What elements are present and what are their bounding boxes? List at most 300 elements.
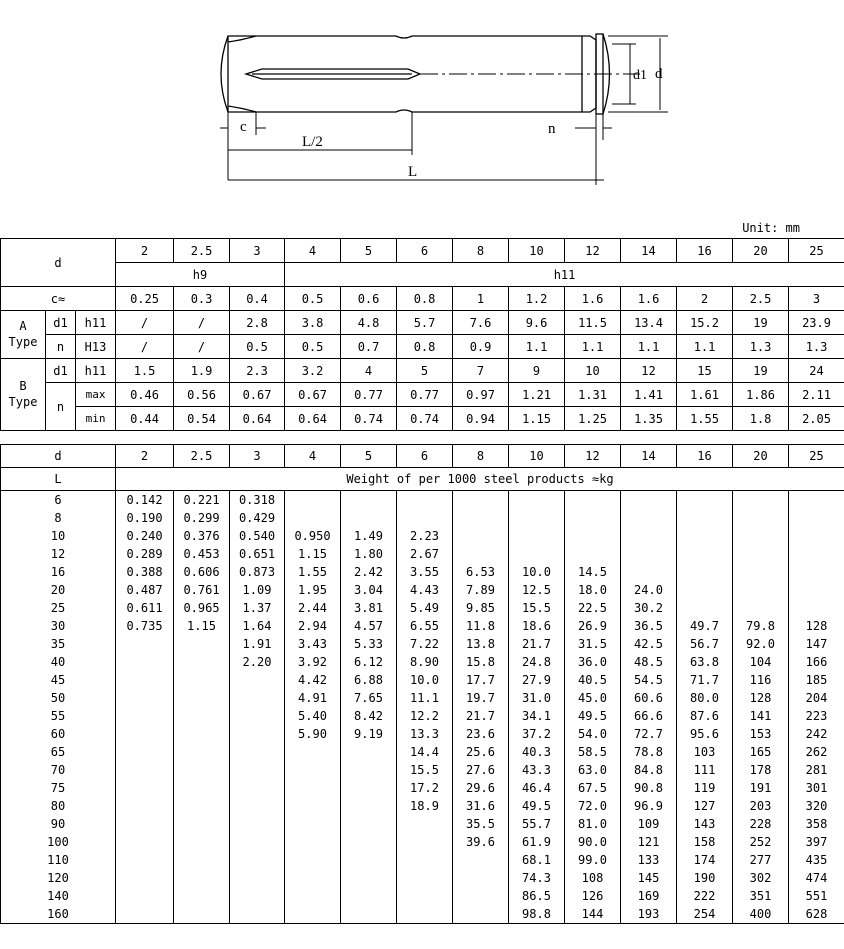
weight-cell: 54.5 xyxy=(621,671,677,689)
tolerance-h11: h11 xyxy=(285,263,844,287)
table-row xyxy=(1,635,844,653)
a-d1-value: 7.6 xyxy=(453,311,509,335)
weight-cell: 3.04 xyxy=(341,581,397,599)
weight-cell: 4.42 xyxy=(285,671,341,689)
table-row xyxy=(1,869,844,887)
d1-label: d1 xyxy=(46,359,76,383)
weight-cell: 40.5 xyxy=(565,671,621,689)
weight-cell: 320 xyxy=(789,797,844,815)
c-value: 0.8 xyxy=(397,287,453,311)
weight-cell xyxy=(509,545,565,563)
weight-cell: 79.8 xyxy=(733,617,789,635)
weight-cell: 143 xyxy=(677,815,733,833)
diameter-cell: 4 xyxy=(285,239,341,263)
weight-cell xyxy=(285,815,341,833)
weight-diameter: 12 xyxy=(565,445,621,468)
weight-cell: 63.8 xyxy=(677,653,733,671)
weight-cell: 277 xyxy=(733,851,789,869)
c-value: 0.5 xyxy=(285,287,341,311)
weight-cell: 61.9 xyxy=(509,833,565,851)
b-d1-value: 15 xyxy=(677,359,733,383)
c-value: 0.25 xyxy=(116,287,174,311)
type-b-letter: B xyxy=(19,378,27,393)
weight-cell xyxy=(174,905,230,924)
table-row xyxy=(1,779,844,797)
weight-cell: 0.240 xyxy=(116,527,174,545)
weight-cell: 1.49 xyxy=(341,527,397,545)
b-n-min-value: 1.55 xyxy=(677,407,733,431)
weight-cell xyxy=(285,491,341,510)
weight-cell: 99.0 xyxy=(565,851,621,869)
a-n-value: / xyxy=(174,335,230,359)
weight-cell: 121 xyxy=(621,833,677,851)
weight-cell: 153 xyxy=(733,725,789,743)
unit-label: Unit: mm xyxy=(742,221,800,235)
c-value: 3 xyxy=(789,287,844,311)
weight-cell: 0.761 xyxy=(174,581,230,599)
weight-cell: 22.5 xyxy=(565,599,621,617)
weight-cell: 166 xyxy=(789,653,844,671)
c-value: 1.6 xyxy=(565,287,621,311)
length-cell: 40 xyxy=(1,653,116,671)
b-d1-value: 24 xyxy=(789,359,844,383)
length-cell: 25 xyxy=(1,599,116,617)
b-n-min-value: 1.15 xyxy=(509,407,565,431)
weight-cell xyxy=(341,509,397,527)
weight-cell: 108 xyxy=(565,869,621,887)
b-n-max-value: 1.31 xyxy=(565,383,621,407)
weight-cell xyxy=(509,527,565,545)
weight-cell: 223 xyxy=(789,707,844,725)
weight-cell xyxy=(733,599,789,617)
weight-cell xyxy=(453,527,509,545)
weight-cell: 49.5 xyxy=(509,797,565,815)
weight-cell xyxy=(230,761,285,779)
weight-cell: 72.7 xyxy=(621,725,677,743)
length-cell: 6 xyxy=(1,491,116,510)
weight-cell: 2.94 xyxy=(285,617,341,635)
weight-cell: 147 xyxy=(789,635,844,653)
b-n-max-value: 0.77 xyxy=(341,383,397,407)
weight-cell xyxy=(285,887,341,905)
n-label: n xyxy=(46,383,76,431)
weight-cell xyxy=(789,491,844,510)
weight-cell: 14.5 xyxy=(565,563,621,581)
weight-cell xyxy=(230,815,285,833)
weight-cell xyxy=(116,761,174,779)
table-row xyxy=(1,563,844,581)
weight-diameter: 10 xyxy=(509,445,565,468)
weight-cell: 54.0 xyxy=(565,725,621,743)
weight-cell xyxy=(397,509,453,527)
weight-cell: 6.12 xyxy=(341,653,397,671)
weight-cell xyxy=(789,509,844,527)
weight-cell xyxy=(174,743,230,761)
weight-cell: 31.5 xyxy=(565,635,621,653)
table-row xyxy=(1,545,844,563)
weight-cell: 145 xyxy=(621,869,677,887)
length-cell: 35 xyxy=(1,635,116,653)
weight-cell: 254 xyxy=(677,905,733,924)
weight-cell xyxy=(285,869,341,887)
length-cell: 45 xyxy=(1,671,116,689)
weight-cell: 15.5 xyxy=(397,761,453,779)
weight-cell: 55.7 xyxy=(509,815,565,833)
weight-cell: 185 xyxy=(789,671,844,689)
weight-cell: 98.8 xyxy=(509,905,565,924)
weight-cell: 27.6 xyxy=(453,761,509,779)
weight-cell: 1.91 xyxy=(230,635,285,653)
table-row xyxy=(1,491,844,510)
weight-cell xyxy=(789,581,844,599)
d1-tolerance: h11 xyxy=(76,311,116,335)
weight-cell: 87.6 xyxy=(677,707,733,725)
b-n-min-value: 0.74 xyxy=(397,407,453,431)
weight-cell xyxy=(230,905,285,924)
table-row xyxy=(1,761,844,779)
diameter-cell: 2.5 xyxy=(174,239,230,263)
weight-cell xyxy=(509,491,565,510)
table-row xyxy=(1,617,844,635)
weight-cell xyxy=(116,797,174,815)
weight-cell: 17.2 xyxy=(397,779,453,797)
table-row xyxy=(1,707,844,725)
weight-cell: 203 xyxy=(733,797,789,815)
b-d1-value: 9 xyxy=(509,359,565,383)
length-cell: 70 xyxy=(1,761,116,779)
weight-cell: 19.7 xyxy=(453,689,509,707)
weight-cell: 8.42 xyxy=(341,707,397,725)
weight-cell xyxy=(116,635,174,653)
length-cell: 140 xyxy=(1,887,116,905)
a-d1-value: 23.9 xyxy=(789,311,844,335)
weight-cell: 397 xyxy=(789,833,844,851)
weight-cell: 45.0 xyxy=(565,689,621,707)
weight-cell xyxy=(285,509,341,527)
table-row xyxy=(1,797,844,815)
weight-diameter: 2 xyxy=(116,445,174,468)
weight-l-header: L xyxy=(1,468,116,491)
weight-cell: 43.3 xyxy=(509,761,565,779)
weight-cell: 165 xyxy=(733,743,789,761)
b-d1-value: 19 xyxy=(733,359,789,383)
weight-cell xyxy=(621,563,677,581)
b-d1-value: 1.9 xyxy=(174,359,230,383)
weight-cell xyxy=(174,833,230,851)
b-n-max-value: 0.97 xyxy=(453,383,509,407)
weight-cell xyxy=(174,851,230,869)
weight-cell xyxy=(285,797,341,815)
weight-cell xyxy=(174,797,230,815)
weight-cell: 1.80 xyxy=(341,545,397,563)
length-cell: 8 xyxy=(1,509,116,527)
weight-cell xyxy=(397,869,453,887)
weight-cell: 84.8 xyxy=(621,761,677,779)
diameter-cell: 25 xyxy=(789,239,844,263)
weight-cell xyxy=(677,509,733,527)
weight-cell xyxy=(341,761,397,779)
weight-cell: 46.4 xyxy=(509,779,565,797)
weight-cell: 67.5 xyxy=(565,779,621,797)
weight-cell: 13.8 xyxy=(453,635,509,653)
weight-cell: 34.1 xyxy=(509,707,565,725)
weight-cell xyxy=(565,545,621,563)
weight-cell: 40.3 xyxy=(509,743,565,761)
diameter-cell: 5 xyxy=(341,239,397,263)
weight-cell xyxy=(565,509,621,527)
weight-cell: 42.5 xyxy=(621,635,677,653)
weight-cell xyxy=(453,851,509,869)
weight-cell xyxy=(397,905,453,924)
weight-cell xyxy=(116,851,174,869)
table-row xyxy=(1,851,844,869)
type-b-word: Type xyxy=(8,394,38,409)
a-n-value: / xyxy=(116,335,174,359)
weight-cell: 6.53 xyxy=(453,563,509,581)
weight-cell: 18.9 xyxy=(397,797,453,815)
length-cell: 10 xyxy=(1,527,116,545)
weight-cell xyxy=(174,869,230,887)
a-d1-value: / xyxy=(116,311,174,335)
a-n-value: 1.3 xyxy=(733,335,789,359)
spec-table xyxy=(0,238,844,431)
weight-cell: 435 xyxy=(789,851,844,869)
weight-cell xyxy=(341,869,397,887)
diameter-cell: 14 xyxy=(621,239,677,263)
weight-cell: 9.19 xyxy=(341,725,397,743)
weight-cell: 1.15 xyxy=(174,617,230,635)
a-n-value: 0.8 xyxy=(397,335,453,359)
weight-caption: Weight of per 1000 steel products ≈kg xyxy=(116,468,844,491)
a-d1-value: 3.8 xyxy=(285,311,341,335)
weight-cell xyxy=(116,869,174,887)
weight-cell: 9.85 xyxy=(453,599,509,617)
weight-cell: 119 xyxy=(677,779,733,797)
table-row xyxy=(1,887,844,905)
weight-cell: 2.44 xyxy=(285,599,341,617)
length-cell: 50 xyxy=(1,689,116,707)
weight-cell: 158 xyxy=(677,833,733,851)
type-a-letter: A xyxy=(19,318,27,333)
weight-cell: 5.40 xyxy=(285,707,341,725)
weight-cell: 5.90 xyxy=(285,725,341,743)
weight-cell xyxy=(341,779,397,797)
weight-cell xyxy=(116,671,174,689)
weight-cell xyxy=(230,689,285,707)
weight-cell: 58.5 xyxy=(565,743,621,761)
b-n-max-value: 2.11 xyxy=(789,383,844,407)
weight-cell: 0.487 xyxy=(116,581,174,599)
weight-cell: 262 xyxy=(789,743,844,761)
weight-cell xyxy=(733,545,789,563)
weight-cell xyxy=(565,491,621,510)
weight-cell: 1.64 xyxy=(230,617,285,635)
weight-cell xyxy=(397,815,453,833)
weight-cell: 81.0 xyxy=(565,815,621,833)
weight-cell: 13.3 xyxy=(397,725,453,743)
weight-diameter: 3 xyxy=(230,445,285,468)
weight-cell xyxy=(677,491,733,510)
weight-cell xyxy=(174,689,230,707)
weight-cell: 11.1 xyxy=(397,689,453,707)
groove-bottom-left xyxy=(228,106,256,112)
weight-cell xyxy=(621,545,677,563)
weight-cell xyxy=(116,833,174,851)
weight-cell: 0.388 xyxy=(116,563,174,581)
weight-cell: 474 xyxy=(789,869,844,887)
weight-cell xyxy=(341,815,397,833)
diameter-cell: 3 xyxy=(230,239,285,263)
weight-cell: 0.611 xyxy=(116,599,174,617)
a-d1-value: 4.8 xyxy=(341,311,397,335)
weight-cell: 0.651 xyxy=(230,545,285,563)
weight-cell xyxy=(230,707,285,725)
weight-cell: 191 xyxy=(733,779,789,797)
weight-cell: 10.0 xyxy=(509,563,565,581)
weight-cell: 72.0 xyxy=(565,797,621,815)
diameter-cell: 10 xyxy=(509,239,565,263)
table-row xyxy=(1,905,844,924)
c-value: 1 xyxy=(453,287,509,311)
type-a-word: Type xyxy=(8,334,38,349)
weight-cell xyxy=(230,671,285,689)
b-d1-value: 12 xyxy=(621,359,677,383)
weight-cell xyxy=(677,599,733,617)
b-d1-value: 5 xyxy=(397,359,453,383)
length-cell: 12 xyxy=(1,545,116,563)
weight-cell: 281 xyxy=(789,761,844,779)
weight-cell: 0.289 xyxy=(116,545,174,563)
weight-cell: 8.90 xyxy=(397,653,453,671)
weight-cell xyxy=(174,815,230,833)
weight-cell: 4.43 xyxy=(397,581,453,599)
weight-cell xyxy=(174,779,230,797)
weight-cell xyxy=(397,491,453,510)
weight-cell: 0.965 xyxy=(174,599,230,617)
weight-cell: 2.23 xyxy=(397,527,453,545)
weight-cell: 0.429 xyxy=(230,509,285,527)
a-d1-value: 15.2 xyxy=(677,311,733,335)
weight-cell: 193 xyxy=(621,905,677,924)
weight-cell xyxy=(621,491,677,510)
b-n-min-value: 0.64 xyxy=(285,407,341,431)
weight-cell: 24.0 xyxy=(621,581,677,599)
weight-cell xyxy=(230,833,285,851)
weight-cell: 400 xyxy=(733,905,789,924)
c-label: c≈ xyxy=(1,287,116,311)
weight-cell: 95.6 xyxy=(677,725,733,743)
weight-cell xyxy=(789,563,844,581)
weight-cell xyxy=(174,761,230,779)
weight-cell: 37.2 xyxy=(509,725,565,743)
b-n-min-value: 0.54 xyxy=(174,407,230,431)
weight-cell: 3.92 xyxy=(285,653,341,671)
weight-cell xyxy=(341,797,397,815)
dim-label-length: L xyxy=(408,164,418,180)
table-row xyxy=(1,725,844,743)
weight-cell xyxy=(174,707,230,725)
a-n-value: 1.3 xyxy=(789,335,844,359)
weight-cell: 128 xyxy=(789,617,844,635)
weight-cell: 49.5 xyxy=(565,707,621,725)
weight-cell: 36.0 xyxy=(565,653,621,671)
weight-cell: 4.57 xyxy=(341,617,397,635)
diameter-cell: 2 xyxy=(116,239,174,263)
weight-cell: 128 xyxy=(733,689,789,707)
weight-cell: 27.9 xyxy=(509,671,565,689)
weight-cell: 109 xyxy=(621,815,677,833)
table-row xyxy=(1,689,844,707)
weight-cell: 1.95 xyxy=(285,581,341,599)
weight-cell: 1.09 xyxy=(230,581,285,599)
weight-table xyxy=(0,444,844,924)
c-value: 0.6 xyxy=(341,287,397,311)
weight-cell xyxy=(230,869,285,887)
weight-cell: 26.9 xyxy=(565,617,621,635)
table-row xyxy=(1,527,844,545)
d1-tolerance: h11 xyxy=(76,359,116,383)
max-label: max xyxy=(76,383,116,407)
b-n-min-value: 1.25 xyxy=(565,407,621,431)
weight-cell: 0.453 xyxy=(174,545,230,563)
weight-cell xyxy=(789,545,844,563)
diameter-cell: 20 xyxy=(733,239,789,263)
b-n-max-value: 0.77 xyxy=(397,383,453,407)
weight-cell: 0.299 xyxy=(174,509,230,527)
table-row xyxy=(1,599,844,617)
weight-cell: 6.55 xyxy=(397,617,453,635)
weight-cell: 141 xyxy=(733,707,789,725)
weight-cell: 78.8 xyxy=(621,743,677,761)
weight-cell xyxy=(285,833,341,851)
weight-cell xyxy=(116,905,174,924)
weight-cell: 56.7 xyxy=(677,635,733,653)
weight-cell xyxy=(230,797,285,815)
weight-cell: 60.6 xyxy=(621,689,677,707)
weight-cell: 12.5 xyxy=(509,581,565,599)
table-row xyxy=(1,671,844,689)
tolerance-h9: h9 xyxy=(116,263,285,287)
weight-cell: 14.4 xyxy=(397,743,453,761)
weight-cell xyxy=(733,581,789,599)
b-n-max-value: 0.56 xyxy=(174,383,230,407)
weight-cell xyxy=(733,491,789,510)
weight-cell xyxy=(230,725,285,743)
weight-cell xyxy=(174,653,230,671)
weight-cell xyxy=(116,815,174,833)
weight-cell xyxy=(397,887,453,905)
weight-cell: 18.6 xyxy=(509,617,565,635)
weight-cell xyxy=(174,635,230,653)
weight-cell: 228 xyxy=(733,815,789,833)
weight-d-header: d xyxy=(1,445,116,468)
weight-diameter: 14 xyxy=(621,445,677,468)
weight-cell: 174 xyxy=(677,851,733,869)
weight-cell xyxy=(285,743,341,761)
weight-cell xyxy=(453,545,509,563)
weight-cell xyxy=(174,725,230,743)
b-n-max-value: 0.46 xyxy=(116,383,174,407)
length-cell: 90 xyxy=(1,815,116,833)
a-d1-value: 5.7 xyxy=(397,311,453,335)
weight-cell xyxy=(116,743,174,761)
a-n-value: 1.1 xyxy=(509,335,565,359)
weight-cell: 86.5 xyxy=(509,887,565,905)
a-n-value: 0.9 xyxy=(453,335,509,359)
weight-cell xyxy=(341,491,397,510)
weight-cell: 15.5 xyxy=(509,599,565,617)
weight-cell: 29.6 xyxy=(453,779,509,797)
